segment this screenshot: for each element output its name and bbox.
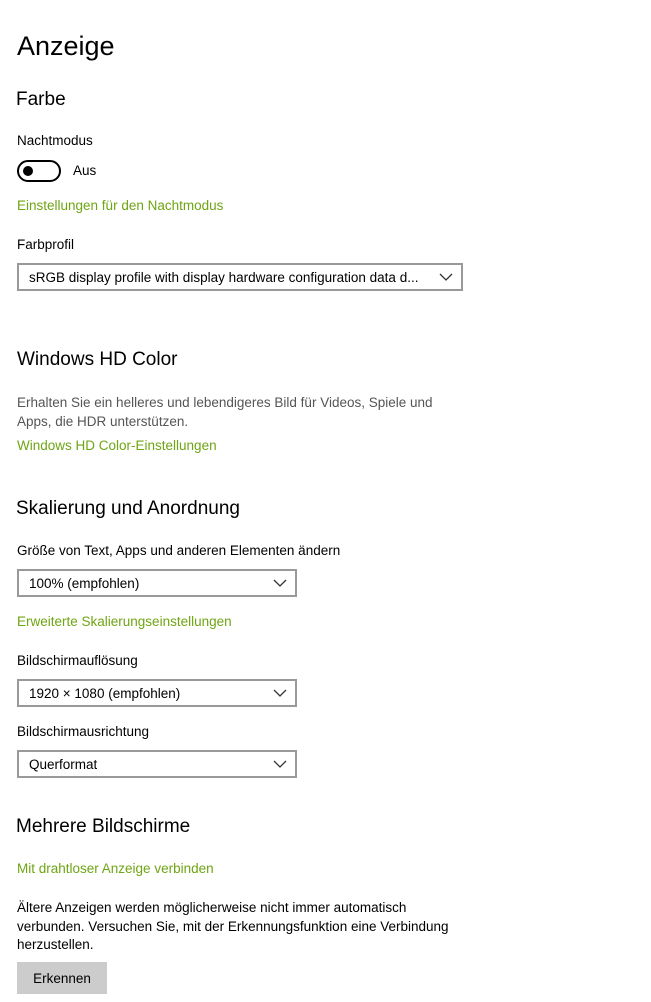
night-mode-settings-link[interactable]: Einstellungen für den Nachtmodus xyxy=(17,198,224,213)
section-title-multiple-displays: Mehrere Bildschirme xyxy=(16,816,191,837)
chevron-down-icon xyxy=(439,270,453,284)
orientation-value: Querformat xyxy=(29,757,98,772)
chevron-down-icon xyxy=(273,757,287,771)
color-profile-select[interactable] xyxy=(17,263,463,291)
hd-color-settings-link[interactable]: Windows HD Color-Einstellungen xyxy=(17,438,217,453)
section-title-color: Farbe xyxy=(16,89,66,110)
multiple-displays-description: Ältere Anzeigen werden möglicherweise nicht immer automatisch verbunden. Versuchen Sie, mit der Erkennungsfunktion eine Verbindung herzustellen. xyxy=(17,900,449,952)
chevron-down-icon xyxy=(273,686,287,700)
color-profile-value: sRGB display profile with display hardware configuration data d... xyxy=(29,270,419,285)
section-title-scaling: Skalierung und Anordnung xyxy=(16,498,240,519)
color-profile-label: Farbprofil xyxy=(17,237,75,252)
advanced-scaling-link[interactable]: Erweiterte Skalierungseinstellungen xyxy=(17,614,232,629)
orientation-select[interactable] xyxy=(17,750,297,778)
night-mode-state: Aus xyxy=(73,163,97,178)
orientation-label: Bildschirmausrichtung xyxy=(17,724,150,739)
night-mode-label: Nachtmodus xyxy=(17,133,93,148)
chevron-down-icon xyxy=(273,576,287,590)
page-title: Anzeige xyxy=(17,31,115,61)
resolution-label: Bildschirmauflösung xyxy=(17,653,138,668)
scale-select[interactable] xyxy=(17,569,297,597)
toggle-knob xyxy=(23,166,33,176)
resolution-value: 1920 × 1080 (empfohlen) xyxy=(29,686,181,701)
wireless-display-link[interactable]: Mit drahtloser Anzeige verbinden xyxy=(17,861,214,876)
section-title-hd-color: Windows HD Color xyxy=(17,349,178,370)
night-mode-toggle[interactable] xyxy=(17,160,61,182)
scale-value: 100% (empfohlen) xyxy=(29,576,140,591)
detect-button[interactable]: Erkennen xyxy=(17,962,107,994)
hd-color-description: Erhalten Sie ein helleres und lebendigeres Bild für Videos, Spiele und Apps, die HDR unterstützen. xyxy=(17,395,433,429)
scale-label: Größe von Text, Apps und anderen Elementen ändern xyxy=(17,543,341,558)
resolution-select[interactable] xyxy=(17,679,297,707)
